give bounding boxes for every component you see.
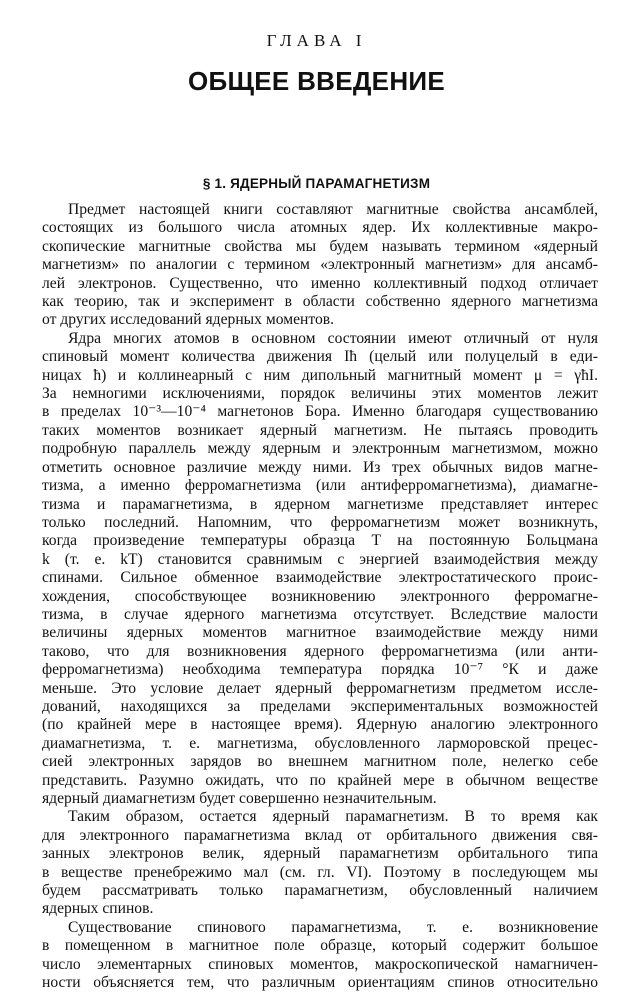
- paragraph-2-line: когда произведение температуры образца T на постоянную Больцмана: [42, 532, 598, 550]
- paragraph-1-line: как теорию, так и эксперимент в области собственно ядерного магнетизма: [42, 293, 598, 311]
- paragraph-4-line: ности объясняется тем, что различным ориентациям спинов относительно: [42, 974, 598, 992]
- paragraph-1-line: скопические магнитные свойства мы будем называть термином «ядерный: [42, 237, 598, 255]
- paragraph-3-line: занных электронов велик, ядерный парамагнетизм орбитального типа: [42, 845, 598, 863]
- paragraph-2-line: представить. Разумно ожидать, что по крайней мере в обычном веществе: [42, 771, 598, 789]
- paragraph-2-line: k (т. е. kT) становится сравнимым с энергией взаимодействия между: [42, 550, 598, 568]
- body-text: [42, 201, 598, 992]
- paragraph-2-line: только последний. Напомним, что ферромагнетизм может возникнуть,: [42, 513, 598, 531]
- paragraph-3-line: ядерных спинов.: [42, 900, 154, 918]
- paragraph-2-line: таких моментов возникает ядерный магнетизм. Не пытаясь проводить: [42, 421, 598, 439]
- paragraph-2-line: отметить основное различие между ними. Из трех обычных видов магне-: [42, 458, 598, 476]
- paragraph-1-line: Предмет настоящей книги составляют магнитные свойства ансамблей,: [68, 201, 598, 218]
- paragraph-2-line: (по крайней мере в настоящее время). Ядерную аналогию электронного: [42, 716, 598, 734]
- paragraph-2-line: За немногими исключениями, порядок величины этих моментов лежит: [42, 385, 598, 403]
- paragraph-2-line: подробную параллель между ядерным и электронным магнетизмом, можно: [42, 440, 598, 458]
- paragraph-1-line: магнетизм» по аналогии с термином «электронный магнетизм» для ансамб-: [42, 256, 598, 274]
- paragraph-3-line: Таким образом, остается ядерный парамагнетизм. В то время как: [68, 808, 598, 826]
- paragraph-2-line: ницах ħ) и коллинеарный с ним дипольный магнитный момент μ = γħI.: [42, 366, 598, 384]
- paragraph-2-line: тизма и парамагнетизма, в ядерном магнетизме представляет интерес: [42, 495, 598, 513]
- paragraph-1-line: состоящих из большого числа атомных ядер. Их коллективные макро-: [42, 219, 598, 237]
- paragraph-3-line: будем рассматривать только парамагнетизм, обусловленный наличием: [42, 882, 598, 900]
- paragraph-3-line: в веществе пренебрежимо мал (см. гл. VI). Поэтому в последующем мы: [42, 863, 598, 881]
- paragraph-2-line: тизма, в случае ядерного магнетизма отсутствует. Вследствие малости: [42, 605, 598, 623]
- paragraph-4-line: число элементарных спиновых моментов, макроскопической намагничен-: [42, 955, 598, 973]
- section-title: § 1. ЯДЕРНЫЙ ПАРАМАГНЕТИЗМ: [202, 176, 431, 191]
- chapter-label: ГЛАВА I: [266, 31, 367, 50]
- paragraph-1-line: от других исследований ядерных моментов.: [42, 311, 335, 329]
- paragraph-2-line: меньше. Это условие делает ядерный ферромагнетизм предметом иссле-: [42, 679, 598, 697]
- paragraph-2-line: Ядра многих атомов в основном состоянии имеют отличный от нуля: [68, 329, 598, 347]
- paragraph-2-line: диамагнетизма, т. е. магнетизма, обусловленного ларморовской прецес-: [42, 734, 598, 752]
- paragraph-2-line: спинами. Сильное обменное взаимодействие электростатического проис-: [42, 569, 598, 587]
- paragraph-2-line: таково, что для возникновения ядерного ферромагнетизма (или анти-: [42, 642, 598, 660]
- paragraph-2-line: ядерный диамагнетизм будет совершенно незначительным.: [42, 790, 437, 807]
- paragraph-1-line: лей электронов. Существенно, что именно коллективный подход отличает: [42, 274, 598, 292]
- paragraph-2-line: спиновый момент количества движения Iħ (целый или полуцелый в еди-: [42, 348, 598, 366]
- paragraph-2-line: хождения, способствующее возникновению электронного ферромагне-: [42, 587, 598, 605]
- chapter-title: ОБЩЕЕ ВВЕДЕНИЕ: [187, 66, 446, 96]
- paragraph-4-line: Существование спинового парамагнетизма, т. е. возникновение: [68, 918, 598, 936]
- paragraph-2-line: величины ядерных моментов магнитное взаимодействие между ними: [42, 624, 598, 642]
- paragraph-2-line: дований, находящихся за пределами экспериментальных возможностей: [42, 697, 598, 715]
- paragraph-2-line: сией электронных зарядов во внешнем магнитном поле, нелегко себе: [42, 753, 598, 771]
- paragraph-2-line: в пределах 10⁻³—10⁻⁴ магнетонов Бора. Именно благодаря существованию: [42, 403, 598, 421]
- paragraph-2-line: ферромагнетизма) необходима температура порядка 10⁻⁷ °К и даже: [42, 661, 598, 679]
- paragraph-4-line: в помещенном в магнитное поле образце, который содержит большое: [42, 937, 598, 955]
- paragraph-3-line: для электронного парамагнетизма вклад от орбитального движения свя-: [42, 826, 598, 844]
- paragraph-2-line: тизма, а именно ферромагнетизма (или антиферромагнетизма), диамагне-: [42, 477, 598, 495]
